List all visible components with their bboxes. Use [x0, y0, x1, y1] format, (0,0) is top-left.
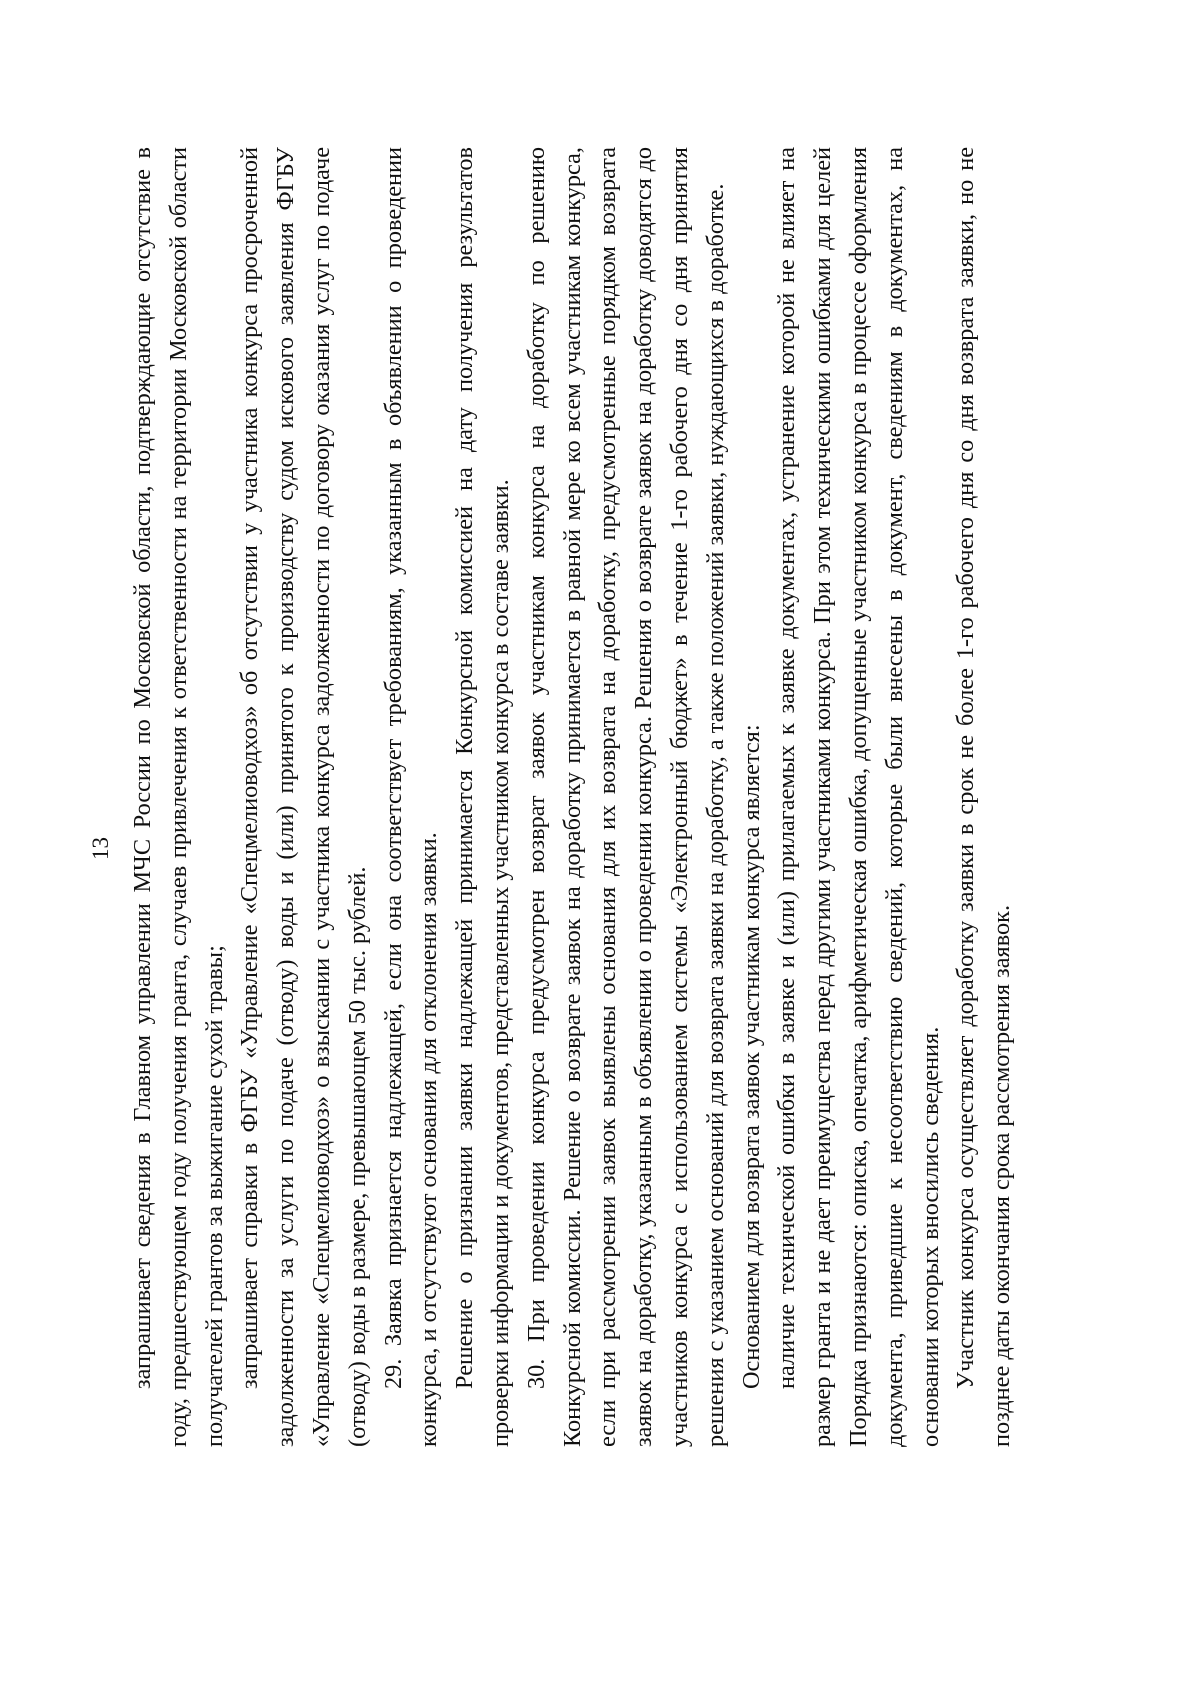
paragraph: Решение о признании заявки надлежащей принимается Конкурсной комиссией на дату получения результатов проверки информации и документов, представленных участником конкурса в составе заявки.: [451, 147, 514, 1447]
paragraph: наличие технической ошибки в заявке и (или) прилагаемых к заявке документах, устранение которой не влияет на размер гранта и не дает преимущества перед другими участниками конкурса. При этом техническими ошибками для целей Порядка признаются: описка, опечатка, арифметическая ошибка, допущенные участником конкурса в процессе оформления документа, приведшие к несоответствию сведений, которые были внесены в документ, сведениям в документах, на основании которых вносились сведения.: [773, 147, 944, 1447]
paragraph: Основанием для возврата заявок участникам конкурса является:: [737, 724, 765, 1389]
page-number: 13: [88, 837, 113, 860]
paragraph: 29. Заявка признается надлежащей, если она соответствует требованиям, указанным в объявлении о проведении конкурса, и отсутствуют основания для отклонения заявки.: [379, 147, 443, 1447]
document-body: [125, 147, 1020, 1447]
paragraph: 30. При проведении конкурса предусмотрен возврат заявок участникам конкурса на доработку по решению Конкурсной комиссии. Решение о возврате заявок на доработку принимается в равной мере ко всем участникам конкурса, если при рассмотрении заявок выявлены основания для их возврата на доработку, предусмотренные порядком возврата заявок на доработку, указанным в объявлении о проведении конкурса. Решения о возврате заявок на доработку доводятся до участников конкурса с использованием системы «Электронный бюджет» в течение 1-го рабочего дня со дня принятия решения с указанием оснований для возврата заявки на доработку, а также положений заявки, нуждающихся в доработке.: [522, 147, 729, 1447]
paragraph: запрашивает справки в ФГБУ «Управление «Спецмелиоводхоз» об отсутствии у участника конкурса просроченной задолженности за услуги по подаче (отводу) воды и (или) принятого к производству судом искового заявления ФГБУ «Управление «Спецмелиоводхоз» о взыскании с участника конкурса задолженности по договору оказания услуг по подаче (отводу) воды в размере, превышающем 50 тыс. рублей.: [236, 147, 371, 1447]
paragraph: запрашивает сведения в Главном управлении МЧС России по Московской области, подтверждающие отсутствие в году, предшествующем году получения гранта, случаев привлечения к ответственности на территории Московской области получателей грантов за выжигание сухой травы;: [129, 147, 228, 1447]
paragraph: Участник конкурса осуществляет доработку заявки в срок не более 1-го рабочего дня со дня возврата заявки, но не позднее даты окончания срока рассмотрения заявок.: [952, 147, 1016, 1447]
